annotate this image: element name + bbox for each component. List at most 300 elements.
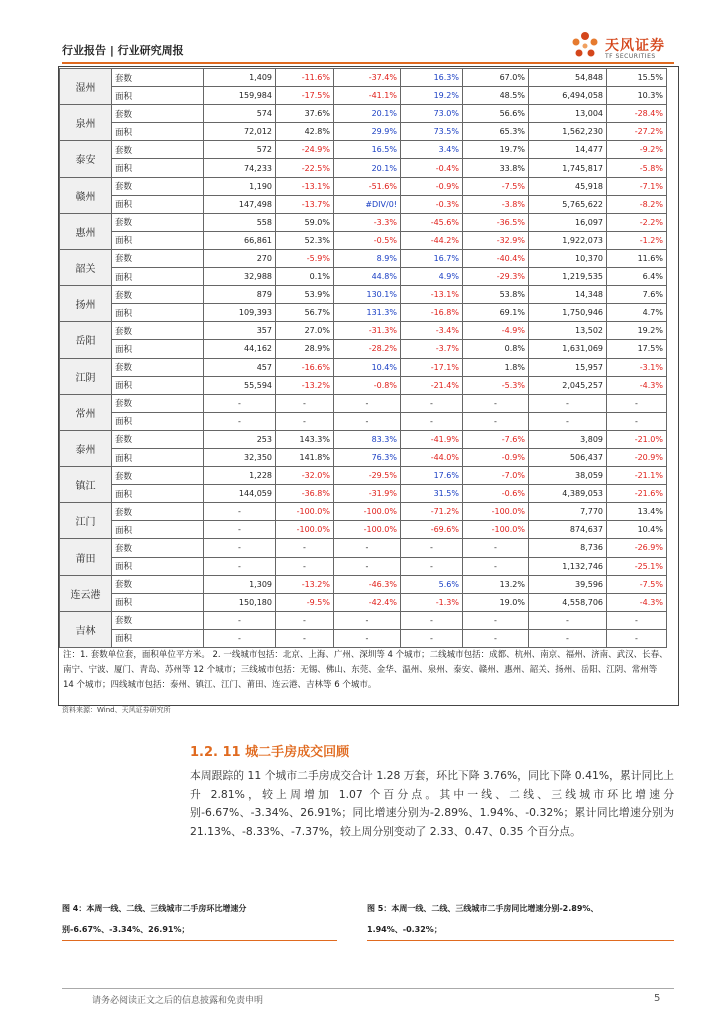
value-cell: 28.9% bbox=[276, 340, 334, 358]
metric-cell: 套数 bbox=[112, 539, 204, 557]
metric-cell: 套数 bbox=[112, 177, 204, 195]
value-cell: -7.0% bbox=[463, 467, 529, 485]
value-cell: -0.9% bbox=[401, 177, 463, 195]
value-cell: -21.0% bbox=[607, 430, 667, 448]
metric-cell: 面积 bbox=[112, 521, 204, 539]
value-cell: -0.9% bbox=[463, 448, 529, 466]
metric-cell: 套数 bbox=[112, 213, 204, 231]
metric-cell: 面积 bbox=[112, 412, 204, 430]
value-cell: 69.1% bbox=[463, 304, 529, 322]
value-cell: -28.4% bbox=[607, 105, 667, 123]
value-cell: 1,228 bbox=[204, 467, 276, 485]
value-cell: - bbox=[401, 611, 463, 629]
value-cell: - bbox=[204, 611, 276, 629]
value-cell: 506,437 bbox=[529, 448, 607, 466]
value-cell: -100.0% bbox=[334, 503, 401, 521]
value-cell: -22.5% bbox=[276, 159, 334, 177]
table-row bbox=[60, 159, 667, 177]
metric-cell: 套数 bbox=[112, 575, 204, 593]
value-cell: - bbox=[276, 412, 334, 430]
company-logo bbox=[567, 30, 677, 62]
value-cell: - bbox=[334, 539, 401, 557]
value-cell: -31.9% bbox=[334, 485, 401, 503]
table-row bbox=[60, 322, 667, 340]
value-cell: -26.9% bbox=[607, 539, 667, 557]
table-row bbox=[60, 340, 667, 358]
header-title: 行业报告 | 行业研究周报 bbox=[62, 44, 184, 57]
value-cell: 3.4% bbox=[401, 141, 463, 159]
city-cell: 莆田 bbox=[60, 539, 112, 575]
value-cell: - bbox=[204, 539, 276, 557]
value-cell: 143.3% bbox=[276, 430, 334, 448]
value-cell: - bbox=[276, 629, 334, 647]
city-cell: 湿州 bbox=[60, 69, 112, 105]
value-cell: -7.5% bbox=[463, 177, 529, 195]
value-cell: - bbox=[204, 521, 276, 539]
metric-cell: 面积 bbox=[112, 123, 204, 141]
table-row bbox=[60, 376, 667, 394]
city-cell: 镇江 bbox=[60, 467, 112, 503]
value-cell: - bbox=[334, 611, 401, 629]
metric-cell: 套数 bbox=[112, 467, 204, 485]
value-cell: 11.6% bbox=[607, 249, 667, 267]
value-cell: 67.0% bbox=[463, 69, 529, 87]
value-cell: 20.1% bbox=[334, 159, 401, 177]
value-cell: -41.9% bbox=[401, 430, 463, 448]
value-cell: - bbox=[529, 629, 607, 647]
metric-cell: 面积 bbox=[112, 448, 204, 466]
value-cell: -100.0% bbox=[276, 503, 334, 521]
value-cell: 20.1% bbox=[334, 105, 401, 123]
value-cell: 44,162 bbox=[204, 340, 276, 358]
value-cell: 14,348 bbox=[529, 286, 607, 304]
value-cell: 74,233 bbox=[204, 159, 276, 177]
value-cell: 874,637 bbox=[529, 521, 607, 539]
value-cell: 8,736 bbox=[529, 539, 607, 557]
value-cell: 3,809 bbox=[529, 430, 607, 448]
value-cell: -9.5% bbox=[276, 593, 334, 611]
value-cell: - bbox=[463, 394, 529, 412]
city-cell: 吉林 bbox=[60, 611, 112, 647]
table-row bbox=[60, 503, 667, 521]
table-row bbox=[60, 430, 667, 448]
value-cell: - bbox=[463, 539, 529, 557]
value-cell: 131.3% bbox=[334, 304, 401, 322]
table-row bbox=[60, 575, 667, 593]
value-cell: 1,190 bbox=[204, 177, 276, 195]
table-row bbox=[60, 286, 667, 304]
value-cell: -27.2% bbox=[607, 123, 667, 141]
value-cell: 17.6% bbox=[401, 467, 463, 485]
value-cell: 65.3% bbox=[463, 123, 529, 141]
city-cell: 江门 bbox=[60, 503, 112, 539]
table-row bbox=[60, 105, 667, 123]
value-cell: - bbox=[463, 611, 529, 629]
table-row bbox=[60, 177, 667, 195]
value-cell: -0.3% bbox=[401, 195, 463, 213]
value-cell: 109,393 bbox=[204, 304, 276, 322]
metric-cell: 套数 bbox=[112, 611, 204, 629]
value-cell: - bbox=[401, 539, 463, 557]
value-cell: - bbox=[401, 557, 463, 575]
value-cell: 357 bbox=[204, 322, 276, 340]
value-cell: 4,389,053 bbox=[529, 485, 607, 503]
value-cell: -42.4% bbox=[334, 593, 401, 611]
value-cell: 72,012 bbox=[204, 123, 276, 141]
value-cell: -46.3% bbox=[334, 575, 401, 593]
value-cell: 15,957 bbox=[529, 358, 607, 376]
value-cell: - bbox=[529, 412, 607, 430]
value-cell: -37.4% bbox=[334, 69, 401, 87]
city-sales-table bbox=[58, 66, 679, 706]
value-cell: 19.7% bbox=[463, 141, 529, 159]
value-cell: -7.6% bbox=[463, 430, 529, 448]
logo-name: 天风证券 bbox=[605, 38, 665, 54]
value-cell: -7.5% bbox=[607, 575, 667, 593]
value-cell: 879 bbox=[204, 286, 276, 304]
metric-cell: 面积 bbox=[112, 340, 204, 358]
value-cell: -36.8% bbox=[276, 485, 334, 503]
value-cell: - bbox=[334, 557, 401, 575]
metric-cell: 面积 bbox=[112, 87, 204, 105]
metric-cell: 套数 bbox=[112, 249, 204, 267]
value-cell: -21.4% bbox=[401, 376, 463, 394]
value-cell: -13.1% bbox=[276, 177, 334, 195]
value-cell: 76.3% bbox=[334, 448, 401, 466]
value-cell: -3.4% bbox=[401, 322, 463, 340]
table-row bbox=[60, 394, 667, 412]
value-cell: 13,004 bbox=[529, 105, 607, 123]
value-cell: 55,594 bbox=[204, 376, 276, 394]
value-cell: -3.7% bbox=[401, 340, 463, 358]
table-row bbox=[60, 141, 667, 159]
table-row bbox=[60, 539, 667, 557]
value-cell: -3.3% bbox=[334, 213, 401, 231]
value-cell: 13,502 bbox=[529, 322, 607, 340]
figure-5-caption: 图 5：本周一线、二线、三线城市二手房同比增速分别-2.89%、1.94%、-0.32%； bbox=[367, 904, 599, 934]
value-cell: - bbox=[463, 412, 529, 430]
value-cell: 7,770 bbox=[529, 503, 607, 521]
value-cell: 1,922,073 bbox=[529, 231, 607, 249]
value-cell: -3.1% bbox=[607, 358, 667, 376]
metric-cell: 套数 bbox=[112, 69, 204, 87]
value-cell: - bbox=[607, 394, 667, 412]
table-note: 注：1. 套数单位套，面积单位平方米。 2. 一线城市包括：北京、上海、广州、深圳等 4 个城市；二线城市包括：成都、杭州、南京、福州、济南、武汉、长春、南宁、宁波、厦门、青岛、苏州等 12 个城市；三线城市包括：无锡、佛山、东莞、金华、温州、泉州、泰安、赣州、惠州、韶关、扬州、岳阳、江阴、常州等 14 个城市；四线城市包括：泰州、镇江、江门、莆田、连云港、吉林等 6 个城市。 bbox=[63, 650, 668, 690]
figure-4-divider bbox=[62, 940, 337, 941]
value-cell: -69.6% bbox=[401, 521, 463, 539]
metric-cell: 套数 bbox=[112, 105, 204, 123]
value-cell: -51.6% bbox=[334, 177, 401, 195]
page-number: 5 bbox=[654, 993, 661, 1004]
value-cell: 141.8% bbox=[276, 448, 334, 466]
value-cell: 32,350 bbox=[204, 448, 276, 466]
value-cell: 45,918 bbox=[529, 177, 607, 195]
table-row bbox=[60, 304, 667, 322]
value-cell: 29.9% bbox=[334, 123, 401, 141]
value-cell: 150,180 bbox=[204, 593, 276, 611]
value-cell: 39,596 bbox=[529, 575, 607, 593]
footer-disclaimer: 请务必阅读正文之后的信息披露和免责申明 bbox=[92, 996, 264, 1006]
table-row bbox=[60, 629, 667, 647]
value-cell: 159,984 bbox=[204, 87, 276, 105]
value-cell: 56.7% bbox=[276, 304, 334, 322]
value-cell: - bbox=[401, 412, 463, 430]
table-row bbox=[60, 593, 667, 611]
value-cell: - bbox=[276, 539, 334, 557]
value-cell: 27.0% bbox=[276, 322, 334, 340]
value-cell: 17.5% bbox=[607, 340, 667, 358]
value-cell: 147,498 bbox=[204, 195, 276, 213]
value-cell: 14,477 bbox=[529, 141, 607, 159]
value-cell: -21.6% bbox=[607, 485, 667, 503]
table-row bbox=[60, 358, 667, 376]
metric-cell: 面积 bbox=[112, 629, 204, 647]
metric-cell: 套数 bbox=[112, 286, 204, 304]
value-cell: -20.9% bbox=[607, 448, 667, 466]
value-cell: -0.6% bbox=[463, 485, 529, 503]
value-cell: 59.0% bbox=[276, 213, 334, 231]
metric-cell: 套数 bbox=[112, 358, 204, 376]
table-row bbox=[60, 448, 667, 466]
value-cell: - bbox=[334, 412, 401, 430]
figure-5-divider bbox=[367, 940, 674, 941]
value-cell: 10.4% bbox=[607, 521, 667, 539]
value-cell: 270 bbox=[204, 249, 276, 267]
value-cell: 10.4% bbox=[334, 358, 401, 376]
metric-cell: 套数 bbox=[112, 503, 204, 521]
value-cell: 5.6% bbox=[401, 575, 463, 593]
value-cell: 19.2% bbox=[401, 87, 463, 105]
value-cell: -17.5% bbox=[276, 87, 334, 105]
value-cell: -3.8% bbox=[463, 195, 529, 213]
value-cell: 52.3% bbox=[276, 231, 334, 249]
value-cell: -13.2% bbox=[276, 376, 334, 394]
city-cell: 赣州 bbox=[60, 177, 112, 213]
metric-cell: 面积 bbox=[112, 304, 204, 322]
value-cell: -13.1% bbox=[401, 286, 463, 304]
value-cell: -16.6% bbox=[276, 358, 334, 376]
value-cell: - bbox=[607, 412, 667, 430]
table-row bbox=[60, 195, 667, 213]
table-row bbox=[60, 467, 667, 485]
value-cell: 15.5% bbox=[607, 69, 667, 87]
logo-mark-icon bbox=[567, 30, 603, 62]
value-cell: - bbox=[463, 557, 529, 575]
city-cell: 泉州 bbox=[60, 105, 112, 141]
value-cell: 457 bbox=[204, 358, 276, 376]
value-cell: -29.5% bbox=[334, 467, 401, 485]
value-cell: - bbox=[204, 557, 276, 575]
value-cell: 1,409 bbox=[204, 69, 276, 87]
figure-4-caption: 图 4：本周一线、二线、三线城市二手房环比增速分别-6.67%、-3.34%、26.91%； bbox=[62, 904, 247, 934]
value-cell: 16.5% bbox=[334, 141, 401, 159]
value-cell: -7.1% bbox=[607, 177, 667, 195]
value-cell: 44.8% bbox=[334, 268, 401, 286]
value-cell: -9.2% bbox=[607, 141, 667, 159]
city-cell: 岳阳 bbox=[60, 322, 112, 358]
value-cell: 33.8% bbox=[463, 159, 529, 177]
value-cell: -41.1% bbox=[334, 87, 401, 105]
value-cell: 4.9% bbox=[401, 268, 463, 286]
value-cell: - bbox=[276, 611, 334, 629]
value-cell: -36.5% bbox=[463, 213, 529, 231]
table-row bbox=[60, 412, 667, 430]
value-cell: - bbox=[463, 629, 529, 647]
value-cell: -1.3% bbox=[401, 593, 463, 611]
value-cell: 6.4% bbox=[607, 268, 667, 286]
value-cell: - bbox=[401, 394, 463, 412]
value-cell: 1,631,069 bbox=[529, 340, 607, 358]
metric-cell: 套数 bbox=[112, 394, 204, 412]
value-cell: 0.1% bbox=[276, 268, 334, 286]
metric-cell: 面积 bbox=[112, 159, 204, 177]
city-cell: 扬州 bbox=[60, 286, 112, 322]
value-cell: -0.4% bbox=[401, 159, 463, 177]
value-cell: -5.3% bbox=[463, 376, 529, 394]
value-cell: -100.0% bbox=[463, 521, 529, 539]
value-cell: 2,045,257 bbox=[529, 376, 607, 394]
value-cell: -29.3% bbox=[463, 268, 529, 286]
table-row bbox=[60, 249, 667, 267]
value-cell: - bbox=[276, 557, 334, 575]
value-cell: -5.9% bbox=[276, 249, 334, 267]
section-title: 1.2. 11 城二手房成交回顾 bbox=[190, 745, 350, 760]
city-cell: 常州 bbox=[60, 394, 112, 430]
value-cell: -1.2% bbox=[607, 231, 667, 249]
value-cell: -13.7% bbox=[276, 195, 334, 213]
metric-cell: 面积 bbox=[112, 593, 204, 611]
metric-cell: 面积 bbox=[112, 376, 204, 394]
value-cell: -5.8% bbox=[607, 159, 667, 177]
value-cell: 1,750,946 bbox=[529, 304, 607, 322]
value-cell: - bbox=[204, 412, 276, 430]
value-cell: 572 bbox=[204, 141, 276, 159]
value-cell: 574 bbox=[204, 105, 276, 123]
value-cell: 1,219,535 bbox=[529, 268, 607, 286]
value-cell: 8.9% bbox=[334, 249, 401, 267]
metric-cell: 套数 bbox=[112, 322, 204, 340]
value-cell: 56.6% bbox=[463, 105, 529, 123]
value-cell: 73.0% bbox=[401, 105, 463, 123]
value-cell: -28.2% bbox=[334, 340, 401, 358]
value-cell: - bbox=[276, 394, 334, 412]
value-cell: 7.6% bbox=[607, 286, 667, 304]
value-cell: 66,861 bbox=[204, 231, 276, 249]
value-cell: - bbox=[529, 394, 607, 412]
metric-cell: 面积 bbox=[112, 231, 204, 249]
value-cell: 5,765,622 bbox=[529, 195, 607, 213]
table-row bbox=[60, 231, 667, 249]
city-cell: 泰州 bbox=[60, 430, 112, 466]
value-cell: 10.3% bbox=[607, 87, 667, 105]
city-cell: 江阴 bbox=[60, 358, 112, 394]
value-cell: -45.6% bbox=[401, 213, 463, 231]
table-row bbox=[60, 213, 667, 231]
footer-divider bbox=[62, 988, 674, 989]
metric-cell: 套数 bbox=[112, 430, 204, 448]
value-cell: -8.2% bbox=[607, 195, 667, 213]
value-cell: 1,132,746 bbox=[529, 557, 607, 575]
value-cell: 37.6% bbox=[276, 105, 334, 123]
value-cell: - bbox=[334, 394, 401, 412]
table-row bbox=[60, 485, 667, 503]
table-row bbox=[60, 557, 667, 575]
table-row bbox=[60, 87, 667, 105]
value-cell: 1.8% bbox=[463, 358, 529, 376]
value-cell: -0.5% bbox=[334, 231, 401, 249]
value-cell: - bbox=[401, 629, 463, 647]
value-cell: 42.8% bbox=[276, 123, 334, 141]
page-header bbox=[62, 30, 674, 64]
value-cell: -100.0% bbox=[334, 521, 401, 539]
value-cell: -2.2% bbox=[607, 213, 667, 231]
table-row bbox=[60, 521, 667, 539]
value-cell: -0.8% bbox=[334, 376, 401, 394]
value-cell: -4.3% bbox=[607, 593, 667, 611]
value-cell: 1,562,230 bbox=[529, 123, 607, 141]
city-cell: 惠州 bbox=[60, 213, 112, 249]
value-cell: -32.9% bbox=[463, 231, 529, 249]
metric-cell: 套数 bbox=[112, 141, 204, 159]
value-cell: 4,558,706 bbox=[529, 593, 607, 611]
value-cell: -4.9% bbox=[463, 322, 529, 340]
value-cell: 558 bbox=[204, 213, 276, 231]
value-cell: - bbox=[607, 629, 667, 647]
value-cell: 1,309 bbox=[204, 575, 276, 593]
value-cell: - bbox=[607, 611, 667, 629]
value-cell: -100.0% bbox=[276, 521, 334, 539]
table-row bbox=[60, 268, 667, 286]
city-cell: 韶关 bbox=[60, 249, 112, 285]
header-divider bbox=[62, 62, 674, 64]
value-cell: 130.1% bbox=[334, 286, 401, 304]
section-paragraph: 本周跟踪的 11 个城市二手房成交合计 1.28 万套，环比下降 3.76%，同比下降 0.41%，累计同比上升 2.81%，较上周增加 1.07 个百分点。其中一线、二线、三线城市环比增速分别-6.67%、-3.34%、26.91%；同比增速分别为-2.89%、1.94%、-0.32%；累计同比增速分别为 21.13%、-8.33%、-7.37%，较上周分别变动了 2.33、0.47、0.35 个百分点。 bbox=[190, 769, 674, 838]
value-cell: 13.4% bbox=[607, 503, 667, 521]
value-cell: - bbox=[204, 629, 276, 647]
value-cell: #DIV/0! bbox=[334, 195, 401, 213]
value-cell: -16.8% bbox=[401, 304, 463, 322]
value-cell: -44.2% bbox=[401, 231, 463, 249]
value-cell: -40.4% bbox=[463, 249, 529, 267]
value-cell: - bbox=[204, 394, 276, 412]
metric-cell: 面积 bbox=[112, 195, 204, 213]
value-cell: 13.2% bbox=[463, 575, 529, 593]
metric-cell: 面积 bbox=[112, 485, 204, 503]
value-cell: -31.3% bbox=[334, 322, 401, 340]
metric-cell: 面积 bbox=[112, 557, 204, 575]
value-cell: -4.3% bbox=[607, 376, 667, 394]
value-cell: 83.3% bbox=[334, 430, 401, 448]
value-cell: 53.9% bbox=[276, 286, 334, 304]
city-cell: 泰安 bbox=[60, 141, 112, 177]
value-cell: -13.2% bbox=[276, 575, 334, 593]
logo-english: TF SECURITIES bbox=[605, 53, 656, 60]
value-cell: 16,097 bbox=[529, 213, 607, 231]
value-cell: 32,988 bbox=[204, 268, 276, 286]
value-cell: 10,370 bbox=[529, 249, 607, 267]
value-cell: 6,494,058 bbox=[529, 87, 607, 105]
value-cell: 253 bbox=[204, 430, 276, 448]
value-cell: -17.1% bbox=[401, 358, 463, 376]
value-cell: -11.6% bbox=[276, 69, 334, 87]
value-cell: 54,848 bbox=[529, 69, 607, 87]
value-cell: - bbox=[204, 503, 276, 521]
value-cell: - bbox=[334, 629, 401, 647]
value-cell: 48.5% bbox=[463, 87, 529, 105]
value-cell: -100.0% bbox=[463, 503, 529, 521]
value-cell: 4.7% bbox=[607, 304, 667, 322]
value-cell: -24.9% bbox=[276, 141, 334, 159]
